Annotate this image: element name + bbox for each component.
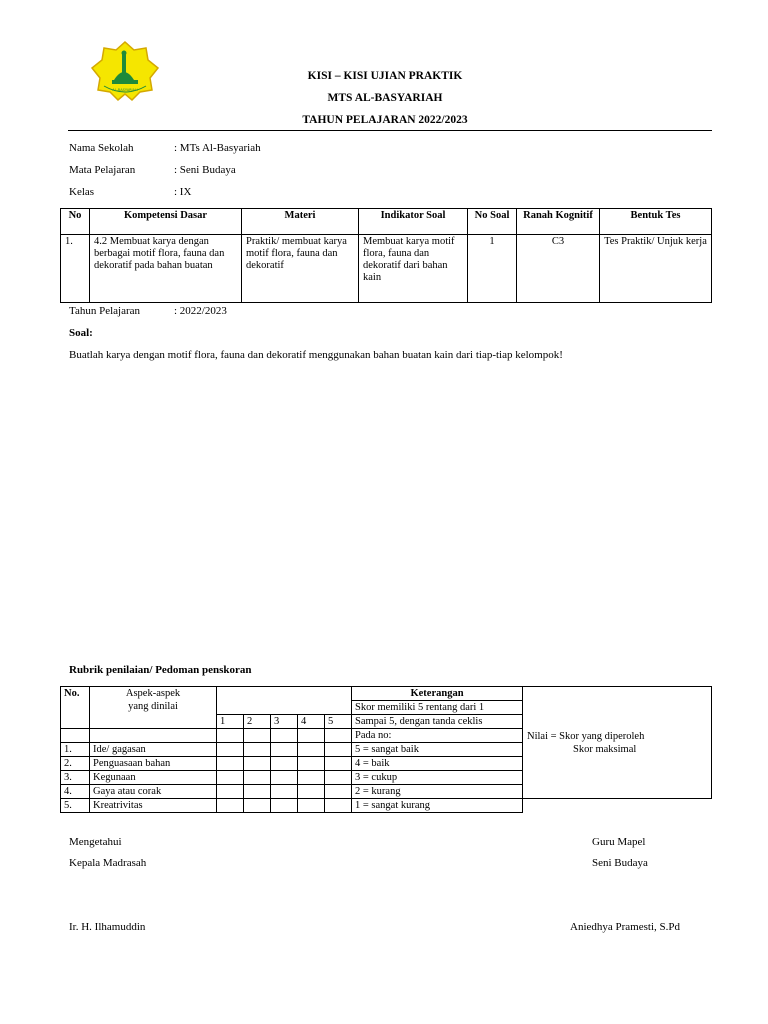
rubric-title: Rubrik penilaian/ Pedoman penskoran	[69, 664, 252, 676]
table-row	[61, 799, 712, 813]
score-col-5: 5	[325, 715, 352, 729]
rubric-keterangan-title: Keterangan	[352, 687, 523, 701]
year-value: : 2022/2023	[174, 305, 227, 317]
score-cell[interactable]	[217, 785, 244, 799]
col-header-indikator: Indikator Soal	[359, 209, 468, 235]
cell-no-soal: 1	[468, 235, 517, 303]
rubric-row-no: 4.	[61, 785, 90, 799]
title-line-1: KISI – KISI UJIAN PRAKTIK	[307, 70, 463, 82]
kisi-table	[60, 208, 712, 303]
rubric-row-no: 1.	[61, 743, 90, 757]
table-row-spacer	[61, 729, 90, 743]
score-cell[interactable]	[217, 799, 244, 813]
score-cell[interactable]	[217, 757, 244, 771]
cell-indikator: Membuat karya motif flora, fauna dan dekoratif dari bahan kain	[359, 235, 468, 303]
score-col-3: 3	[271, 715, 298, 729]
score-cell[interactable]	[244, 743, 271, 757]
sign-right-line2: Seni Budaya	[592, 857, 648, 869]
rubric-row-ket: 2 = kurang	[352, 785, 523, 799]
rubric-col-aspek-line2: yang dinilai	[128, 701, 178, 712]
school-logo	[90, 40, 160, 102]
rubric-row-aspek: Penguasaan bahan	[90, 757, 217, 771]
subject-label: Mata Pelajaran	[69, 164, 136, 176]
score-cell[interactable]	[325, 743, 352, 757]
table-row-spacer-aspek	[90, 729, 217, 743]
keterangan-line-2-text: Sampai 5, dengan tanda ceklis	[355, 716, 483, 727]
rubric-row-no: 2.	[61, 757, 90, 771]
keterangan-line-2	[352, 715, 523, 729]
score-cell[interactable]	[244, 757, 271, 771]
score-cell[interactable]	[298, 785, 325, 799]
rubric-row-aspek: Kreatrivitas	[90, 799, 217, 813]
school-label: Nama Sekolah	[69, 142, 134, 154]
mosque-logo-icon	[90, 40, 160, 102]
soal-label: Soal:	[69, 327, 93, 339]
score-cell[interactable]	[325, 785, 352, 799]
soal-text: Buatlah karya dengan motif flora, fauna dan dekoratif menggunakan bahan buatan kain dari tiap-tiap kelompok!	[69, 349, 563, 361]
nilai-line-1: Nilai = Skor yang diperoleh	[527, 730, 645, 742]
school-value: : MTs Al-Basyariah	[174, 142, 261, 154]
score-cell[interactable]	[298, 757, 325, 771]
rubric-row-aspek: Kegunaan	[90, 771, 217, 785]
rubric-row-no: 3.	[61, 771, 90, 785]
cell-kd: 4.2 Membuat karya dengan berbagai motif flora, fauna dan dekoratif pada bahan buatan	[90, 235, 242, 303]
year-label: Tahun Pelajaran	[69, 305, 141, 317]
title-line-3: TAHUN PELAJARAN 2022/2023	[302, 114, 468, 126]
score-cell	[217, 729, 244, 743]
rubric-table	[60, 686, 712, 813]
score-cell[interactable]	[271, 743, 298, 757]
rubric-row-aspek: Gaya atau corak	[90, 785, 217, 799]
rubric-row-no: 5.	[61, 799, 90, 813]
score-cell[interactable]	[244, 785, 271, 799]
score-cell[interactable]	[271, 771, 298, 785]
keterangan-line-3: Pada no:	[352, 729, 523, 743]
rubric-nilai-cell	[523, 687, 712, 799]
header-divider	[68, 130, 712, 131]
rubric-col-aspek-line1: Aspek-aspek	[125, 688, 181, 699]
class-value: : IX	[174, 186, 192, 198]
nilai-line-2: Skor maksimal	[573, 743, 637, 755]
cell-no: 1.	[61, 235, 90, 303]
sign-left-line1: Mengetahui	[69, 836, 122, 848]
score-cell	[325, 729, 352, 743]
col-header-no-soal: No Soal	[468, 209, 517, 235]
rubric-score-header-empty	[217, 687, 352, 715]
score-cell	[298, 729, 325, 743]
rubric-col-no: No.	[61, 687, 90, 729]
cell-bentuk: Tes Praktik/ Unjuk kerja	[600, 235, 712, 303]
score-cell	[271, 729, 298, 743]
col-header-kd: Kompetensi Dasar	[90, 209, 242, 235]
col-header-no: No	[61, 209, 90, 235]
score-cell[interactable]	[325, 771, 352, 785]
score-cell	[244, 729, 271, 743]
subject-value: : Seni Budaya	[174, 164, 236, 176]
score-cell[interactable]	[271, 757, 298, 771]
score-cell[interactable]	[271, 785, 298, 799]
rubric-col-aspek	[90, 687, 217, 729]
title-line-2: MTS AL-BASYARIAH	[327, 92, 443, 104]
rubric-row-ket: 1 = sangat kurang	[352, 799, 523, 813]
logo-text: AL-BASYARIAH	[112, 88, 138, 92]
rubric-row-ket: 3 = cukup	[352, 771, 523, 785]
sign-right-name: Aniedhya Pramesti, S.Pd	[570, 921, 680, 933]
cell-materi: Praktik/ membuat karya motif flora, fauna dan dekoratif	[242, 235, 359, 303]
sign-left-name: Ir. H. Ilhamuddin	[69, 921, 146, 933]
score-cell[interactable]	[298, 743, 325, 757]
score-cell[interactable]	[217, 743, 244, 757]
keterangan-line-1: Skor memiliki 5 rentang dari 1	[352, 701, 523, 715]
score-cell[interactable]	[244, 799, 271, 813]
score-cell[interactable]	[325, 799, 352, 813]
score-cell[interactable]	[271, 799, 298, 813]
score-col-2: 2	[244, 715, 271, 729]
score-cell[interactable]	[325, 757, 352, 771]
score-col-1: 1	[217, 715, 244, 729]
score-cell[interactable]	[244, 771, 271, 785]
sign-left-line2: Kepala Madrasah	[69, 857, 147, 869]
class-label: Kelas	[69, 186, 95, 198]
rubric-row-ket: 5 = sangat baik	[352, 743, 523, 757]
cell-ranah: C3	[517, 235, 600, 303]
sign-right-line1: Guru Mapel	[592, 836, 646, 848]
rubric-row-ket: 4 = baik	[352, 757, 523, 771]
score-cell[interactable]	[217, 771, 244, 785]
rubric-row-aspek: Ide/ gagasan	[90, 743, 217, 757]
col-header-materi: Materi	[242, 209, 359, 235]
score-col-4: 4	[298, 715, 325, 729]
col-header-bentuk: Bentuk Tes	[600, 209, 712, 235]
col-header-ranah: Ranah Kognitif	[517, 209, 600, 235]
score-cell[interactable]	[298, 771, 325, 785]
score-cell[interactable]	[298, 799, 325, 813]
